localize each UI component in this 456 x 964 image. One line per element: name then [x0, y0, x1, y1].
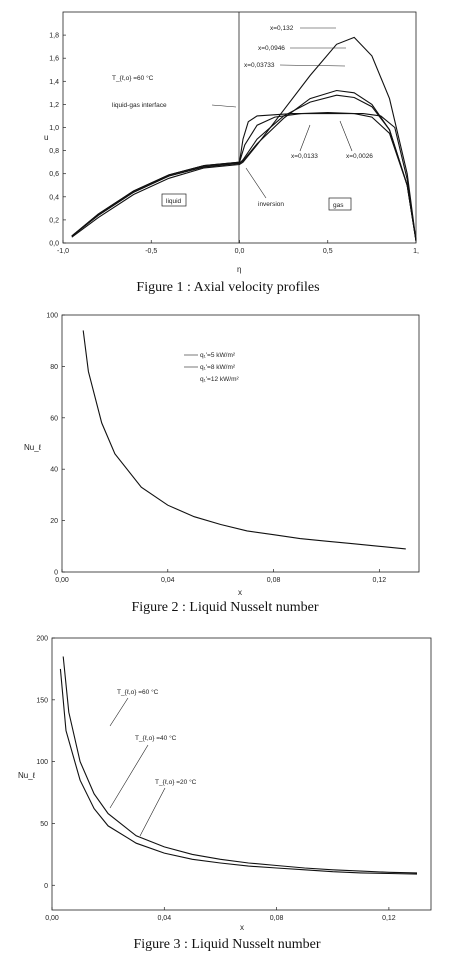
x-tick-label: 0,00 [55, 577, 69, 584]
plot-frame [62, 315, 419, 572]
x-tick-label: 0,12 [382, 915, 396, 922]
figure-2-caption: Figure 2 : Liquid Nusselt number [131, 600, 319, 615]
x-00026-label: x=0,0026 [346, 153, 373, 160]
x-axis-label: x [238, 588, 242, 597]
y-axis-label: u [44, 133, 49, 142]
figure-3-caption: Figure 3 : Liquid Nusselt number [133, 937, 321, 952]
series-line-2 [60, 669, 417, 874]
t40-label: T_{ℓ,o} =40 °C [135, 735, 177, 742]
y-tick-label: 1,2 [49, 101, 59, 109]
y-tick-label: 200 [36, 635, 48, 643]
y-tick-label: 80 [50, 363, 58, 371]
t60-arrow [110, 698, 128, 726]
figure-1-caption: Figure 1 : Axial velocity profiles [136, 280, 320, 295]
y-tick-label: 1,4 [49, 78, 59, 86]
x-tick-label: 0,0 [234, 248, 245, 255]
tick-labels [49, 33, 419, 255]
y-tick-label: 60 [50, 415, 58, 423]
x-tick-label: 0,5 [322, 248, 333, 255]
series-line-2 [72, 91, 416, 241]
y-tick-label: 0 [54, 569, 58, 577]
x-tick-label: 1, [413, 248, 419, 255]
t20-arrow [140, 788, 165, 836]
x-tick-label: -0,5 [145, 248, 158, 255]
figure-3-svg [0, 628, 456, 964]
series-line-3 [72, 95, 416, 241]
x-tick-label: 0,04 [157, 915, 172, 922]
temperature-label: T_{ℓ,o} =60 °C [112, 75, 154, 82]
legend [184, 352, 239, 383]
x-00133-arrow [300, 125, 310, 151]
figure-1-svg [0, 0, 456, 300]
figure-2 [0, 305, 456, 620]
t20-label: T_{ℓ,o} =20 °C [155, 779, 197, 786]
x-tick-label: 0,08 [266, 577, 281, 584]
series-line-4 [72, 113, 416, 241]
x-003733-label: x=0,03733 [244, 62, 275, 69]
liquid-label: liquid [166, 198, 182, 205]
nusselt-curves [60, 657, 417, 875]
figure-2-svg [0, 305, 456, 620]
plot-frame [52, 638, 431, 910]
y-tick-label: 20 [50, 518, 58, 526]
x-tick-label: 0,04 [160, 577, 175, 584]
y-tick-label: 0,0 [49, 240, 59, 248]
series-line-1 [83, 330, 406, 549]
y-tick-label: 1,0 [49, 125, 59, 132]
x-tick-label: -1,0 [56, 248, 70, 255]
gas-label: gas [333, 202, 344, 209]
y-tick-label: 100 [36, 759, 48, 767]
series-line-5 [72, 114, 416, 241]
y-axis-label: Nu_ℓ [24, 443, 42, 452]
x-tick-label: 0,12 [372, 577, 387, 584]
x-00946-label: x=0,0946 [258, 45, 285, 52]
x-00133-label: x=0,0133 [291, 153, 318, 160]
y-tick-label: 0,6 [49, 171, 59, 179]
figure-3 [0, 628, 456, 964]
y-tick-label: 0,2 [49, 217, 59, 225]
x-0132-label: x=0,132 [270, 25, 294, 32]
x-003733-arrow [280, 65, 345, 66]
y-tick-label: 1,6 [49, 55, 59, 63]
x-tick-label: 0,08 [269, 915, 284, 922]
y-tick-label: 50 [40, 820, 48, 828]
nusselt-curves [83, 330, 406, 549]
legend-entry-3: q₁'=12 kW/m² [200, 376, 239, 383]
x-axis-label: η [237, 265, 242, 274]
x-tick-label: 0,00 [45, 915, 59, 922]
y-tick-label: 0,8 [49, 148, 59, 156]
x-axis-label: x [240, 923, 244, 932]
y-tick-label: 0 [44, 882, 48, 890]
y-tick-label: 1,8 [49, 32, 59, 40]
y-tick-label: 0,4 [49, 194, 59, 202]
figure-1 [0, 0, 456, 300]
y-tick-label: 100 [46, 312, 58, 320]
t60-label: T_{ℓ,o} =60 °C [117, 689, 159, 696]
x-00026-arrow [340, 121, 352, 151]
legend-entry-1: q₁'=5 kW/m² [200, 352, 236, 359]
y-tick-label: 40 [50, 466, 58, 474]
interface-label: liquid-gas interface [112, 102, 167, 109]
interface-arrow [212, 105, 236, 107]
y-tick-label: 150 [36, 697, 48, 705]
inversion-label: inversion [258, 201, 285, 208]
tick-labels [36, 636, 395, 923]
y-axis-label: Nu_ℓ [18, 771, 36, 780]
inversion-arrow [246, 168, 266, 198]
legend-entry-2: q₁'=8 kW/m² [200, 364, 236, 371]
t40-arrow [110, 745, 148, 808]
